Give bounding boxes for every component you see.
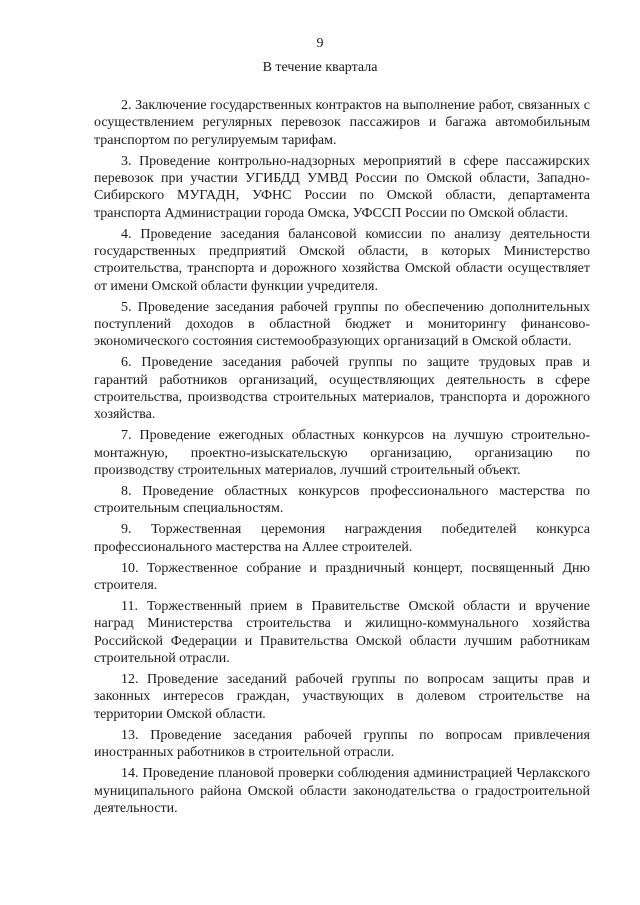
list-item: 9. Торжественная церемония награждения победителей конкурса профессионального мастерства на Аллее строителей.: [94, 522, 590, 555]
list-item: 6. Проведение заседания рабочей группы по защите трудовых прав и гарантий работников организаций, осуществляющих деятельность в сфере строительства, производства строительных материалов, транспорта и дорожного хозяйства.: [94, 355, 590, 423]
page-number: 9: [316, 36, 324, 51]
list-item: 10. Торжественное собрание и праздничный концерт, посвященный Дню строителя.: [94, 560, 590, 594]
list-item: 11. Торжественный прием в Правительстве Омской области и вручение наград Министерства строительства и жилищно-коммунального хозяйства Российской Федерации и Правительства Омской области лучшим работникам строительной отрасли.: [94, 599, 590, 667]
list-item: 14. Проведение плановой проверки соблюдения администрацией Черлакского муниципального района Омской области законодательства о градостроительной деятельности.: [94, 766, 590, 816]
list-item: 12. Проведение заседаний рабочей группы по вопросам защиты прав и законных интересов граждан, участвующих в долевом строительстве на территории Омской области.: [94, 672, 590, 722]
list-item: 5. Проведение заседания рабочей группы по обеспечению дополнительных поступлений доходов в областной бюджет и мониторингу финансово-экономического состояния системообразующих организаций в Омской области.: [94, 299, 590, 350]
section-title: В течение квартала: [262, 60, 378, 75]
list-item: 2. Заключение государственных контрактов на выполнение работ, связанных с осуществлением регулярных перевозок пассажиров и багажа автомобильным транспортом по регулируемым тарифам.: [94, 98, 590, 148]
list-item: 7. Проведение ежегодных областных конкурсов на лучшую строительно-монтажную, проектно-изыскательскую организацию, организацию по производству строительных материалов, лучший строительный объект.: [94, 428, 590, 478]
list-item: 4. Проведение заседания балансовой комиссии по анализу деятельности государственных предприятий Омской области, в которых Министерство строительства, транспорта и дорожного хозяйства Омской области осуществляет от имени Омской области функции учредителя.: [94, 226, 590, 294]
list-item: 8. Проведение областных конкурсов профессионального мастерства по строительным специальностям.: [94, 484, 590, 517]
item-list: [94, 97, 590, 821]
list-item: 3. Проведение контрольно-надзорных мероприятий в сфере пассажирских перевозок при участии УГИБДД УМВД России по Омской области, Западно-Сибирского МУГАДН, УФНС России по Омской области, департамента транспорта Администрации города Омска, УФССП России по Омской области.: [94, 153, 590, 221]
list-item: 13. Проведение заседания рабочей группы по вопросам привлечения иностранных работников в строительной отрасли.: [94, 727, 590, 761]
